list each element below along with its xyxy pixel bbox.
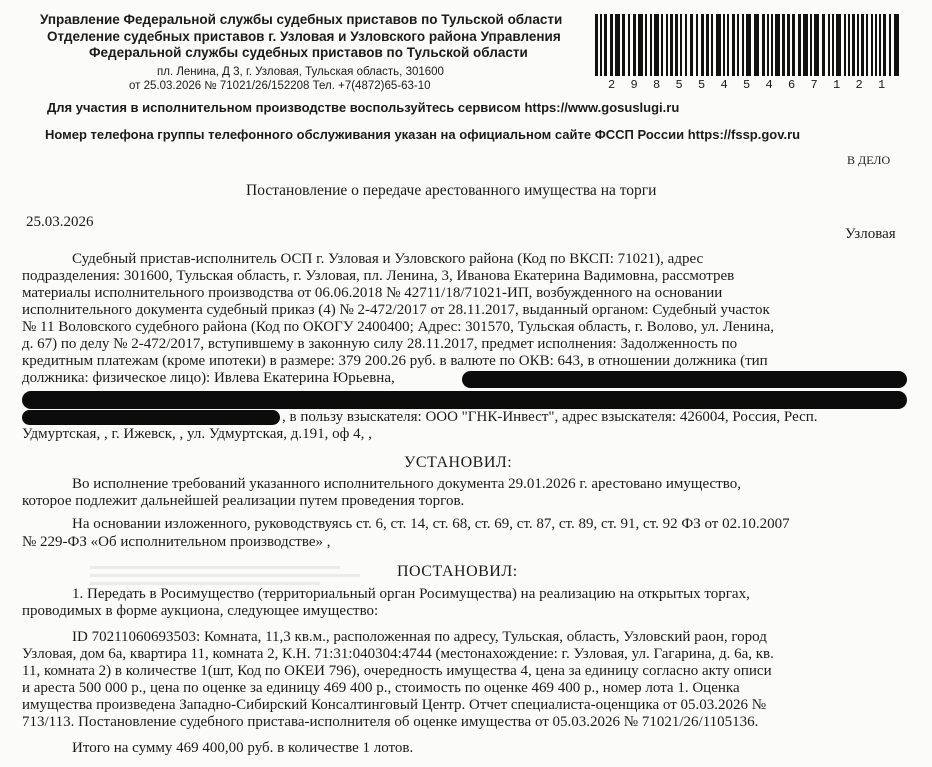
barcode [593, 14, 901, 76]
intro-line-9: , в пользу взыскателя: ООО "ГНК-Инвест", адрес взыскателя: 426004, Россия, Респ. [282, 409, 818, 425]
barcode-digit: 6 [788, 78, 796, 92]
barcode-digit: 8 [653, 78, 661, 92]
document-city: Узловая [845, 226, 896, 242]
postanovil-line-2: проводимых в форме аукциона, следующее имущество: [22, 603, 379, 619]
barcode-bar [600, 14, 602, 76]
intro-line-3: материалы исполнительного производства от 06.06.2018 № 42711/18/71021-ИП, возбужденного на основании [22, 285, 723, 301]
intro-line-5: № 11 Воловского судебного района (Код по ОКОГУ 2400400; Адрес: 301570, Тульская область, г. Волово, ул. Ленина, [22, 319, 775, 335]
agency-name-line-2: Отделение судебных приставов г. Узловая и Узловского района Управления [47, 29, 561, 44]
barcode-digit: 1 [833, 78, 841, 92]
redaction-bar [22, 410, 280, 425]
barcode-bar [622, 14, 625, 76]
barcode-bar [737, 14, 739, 76]
barcode-bar [857, 14, 859, 76]
barcode-bar [814, 14, 819, 76]
barcode-bar [654, 14, 659, 76]
barcode-digit: 5 [698, 78, 706, 92]
barcode-bar [861, 14, 864, 76]
barcode-bar [628, 14, 630, 76]
barcode-bar [706, 14, 709, 76]
postanovil-line-6: и ареста 500 000 р., цена по оценке за единицу 469 400 р., стоимость по оценке 469 400 р., номер лота 1. Оценка [22, 680, 740, 696]
barcode-bar [711, 14, 713, 76]
barcode-bar [782, 14, 785, 76]
barcode-bar [894, 14, 899, 76]
barcode-bar [848, 14, 850, 76]
barcode-bar [767, 14, 769, 76]
barcode-bar [701, 14, 704, 76]
barcode-bar [716, 14, 721, 76]
barcode-digit: 5 [743, 78, 751, 92]
intro-line-4: исполнительного документа судебный приказ (4) № 2-472/2017 от 28.11.2017, выданный органом: Судебный участок [22, 302, 770, 318]
gosuslugi-notice: Для участия в исполнительном производстве воспользуйтесь сервисом https://www.gosuslugi.ru [47, 100, 680, 115]
postanovil-line-1: 1. Передать в Росимущество (территориальный орган Росимущества) на реализацию на открытых торгах, [72, 586, 750, 602]
barcode-bar [852, 14, 855, 76]
barcode-bar [645, 14, 647, 76]
barcode-bar [775, 14, 780, 76]
barcode-bar [690, 14, 693, 76]
intro-line-8: должника: физическое лицо): Ивлева Екатерина Юрьевна, [22, 370, 395, 386]
phone-notice: Номер телефона группы телефонного обслуживания указан на официальном сайте ФССП России https://fssp.gov.ru [45, 127, 801, 142]
barcode-bar [696, 14, 698, 76]
barcode-bar [844, 14, 846, 76]
barcode-bar [836, 14, 841, 76]
barcode-bar [875, 14, 877, 76]
barcode-bar [675, 14, 678, 76]
barcode-bar [746, 14, 751, 76]
barcode-digit: 1 [878, 78, 886, 92]
scan-artifact [90, 582, 320, 585]
barcode-bar [650, 14, 652, 76]
barcode-bar [732, 14, 735, 76]
barcode-bar [871, 14, 873, 76]
barcode-bar [803, 14, 808, 76]
barcode-bar [762, 14, 765, 76]
barcode-bar [828, 14, 830, 76]
intro-line-1: Судебный пристав-исполнитель ОСП г. Узловая и Узловского района (Код по ВКСП: 71021), адрес [72, 251, 704, 267]
agency-name-line-3: Федеральной службы судебных приставов по Тульской области [89, 45, 528, 60]
postanovil-total: Итого на сумму 469 400,00 руб. в количестве 1 лотов. [72, 740, 414, 756]
barcode-digit: 4 [720, 78, 728, 92]
ustanovil-line-1: Во исполнение требований указанного исполнительного документа 29.01.2026 г. арестовано имущество, [72, 476, 741, 492]
postanovil-line-4: Узловая, дом 6а, квартира 11, комната 2, К.Н. 71:31:040304:4744 (местонахождение: г. Узловая, ул. Гагарина, д. 6а, кв. [22, 646, 774, 662]
barcode-bar [595, 14, 598, 76]
barcode-digit: 4 [765, 78, 773, 92]
barcode-bar [883, 14, 886, 76]
barcode-bar [810, 14, 812, 76]
registration-line: от 25.03.2026 № 71021/26/152208 Тел. +7(4872)65-63-10 [129, 80, 431, 92]
barcode-bar [798, 14, 801, 76]
postanovil-line-3: ID 70211060693503: Комната, 11,3 кв.м., расположенная по адресу, Тульская, область, Узловский раон, город [72, 629, 767, 645]
barcode-bar [680, 14, 682, 76]
redaction-bar [22, 391, 907, 409]
barcode-digit: 2 [855, 78, 863, 92]
postanovil-line-8: 713/113. Постановление судебного пристава-исполнителя об оценке имущества от 05.03.2026 № 71021/26/1105136. [22, 714, 759, 730]
postanovil-line-7: имущества произведена Западно-Сибирский Консалтинговый Центр. Отчет специалиста-оценщика от 05.03.2026 № [22, 697, 767, 713]
barcode-bar [787, 14, 790, 76]
section-heading-ustanovil: УСТАНОВИЛ: [404, 454, 513, 471]
agency-name-line-1: Управление Федеральной службы судебных приставов по Тульской области [40, 12, 563, 27]
document-date: 25.03.2026 [26, 214, 94, 230]
ustanovil-line-2: которое подлежит дальнейшей реализации путем проведения торгов. [22, 493, 465, 509]
barcode-bar [666, 14, 668, 76]
barcode-bar [633, 14, 636, 76]
barcode-bar [822, 14, 825, 76]
barcode-bar [832, 14, 834, 76]
barcode-bar [879, 14, 881, 76]
barcode-digit: 7 [810, 78, 818, 92]
intro-line-2: подразделения: 301600, Тульская область, г. Узловая, пл. Ленина, 3, Иванова Екатерина Вадимовна, рассмотрев [22, 268, 735, 284]
barcode-bar [889, 14, 891, 76]
barcode-bar [742, 14, 744, 76]
ustanovil-line-3: На основании изложенного, руководствуясь ст. 6, ст. 14, ст. 68, ст. 69, ст. 87, ст. 89, ст. 91, ст. 92 ФЗ от 02.10.2007 [72, 516, 790, 532]
barcode-bar [615, 14, 620, 76]
barcode-bar [685, 14, 687, 76]
document-title: Постановление о передаче арестованного имущества на торги [246, 182, 657, 199]
barcode-bar [670, 14, 673, 76]
barcode-digit: 2 [608, 78, 616, 92]
v-delo-stamp: В ДЕЛО [847, 153, 891, 167]
section-heading-postanovil: ПОСТАНОВИЛ: [397, 563, 518, 580]
intro-line-10: Удмуртская, , г. Ижевск, , ул. Удмуртская, д.191, оф 4, , [22, 426, 372, 442]
barcode-bar [610, 14, 613, 76]
barcode-digit: 5 [675, 78, 683, 92]
ustanovil-line-4: № 229-ФЗ «Об исполнительном производстве» , [22, 534, 331, 550]
intro-line-7: кредитным платежам (кроме ипотеки) в размере: 379 200.26 руб. в валюте по ОКВ: 643, в отношении должника (тип [22, 353, 768, 369]
barcode-bar [723, 14, 725, 76]
barcode-bar [638, 14, 643, 76]
scan-artifact [90, 574, 360, 577]
barcode-bar [771, 14, 773, 76]
barcode-bar [604, 14, 607, 76]
barcode-digit: 9 [630, 78, 638, 92]
intro-line-6: д. 67) по делу № 2-472/2017, вступившему в законную силу 28.11.2017, предмет исполнения: Задолженность по [22, 336, 738, 352]
redaction-bar [462, 371, 907, 388]
barcode-bar [661, 14, 663, 76]
barcode-bar [792, 14, 795, 76]
barcode-bar [866, 14, 868, 76]
postanovil-line-5: 11, комната 2) в количестве 1(шт, Код по ОКЕИ 796), очередность имущества 4, цена за единицу согласно акту описи [22, 663, 772, 679]
barcode-bar [754, 14, 759, 76]
scan-artifact [90, 566, 340, 569]
barcode-bar [727, 14, 729, 76]
agency-address: пл. Ленина, Д 3, г. Узловая, Тульская область, 301600 [157, 66, 444, 78]
